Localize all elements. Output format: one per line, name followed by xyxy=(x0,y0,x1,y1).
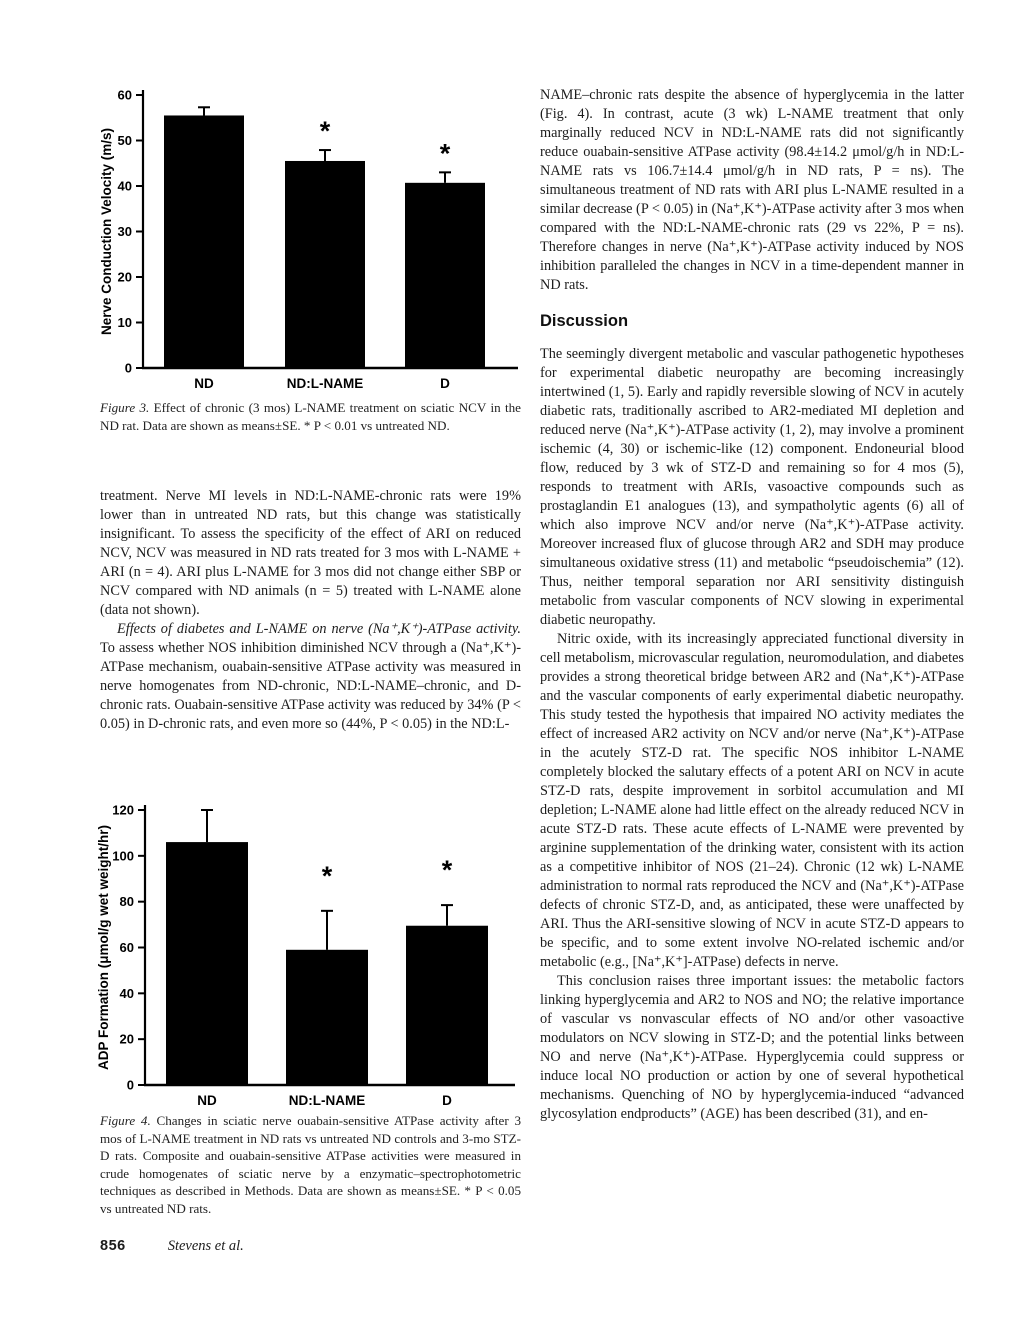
figure4-caption-lead: Figure 4. xyxy=(100,1113,151,1128)
bar-ND xyxy=(166,842,248,1085)
left-paragraph-1: treatment. Nerve MI levels in ND:L-NAME-chronic rats were 19% lower than in untreated ND rats, but this change was statistically insignificant. To assess the specificity of the effect of ARI on reduced NCV, NCV was measured in ND rats treated for 3 mos with L-NAME + ARI (n = 4). ARI plus L-NAME for 3 mos did not change either SBP or NCV compared with ND animals (n = 5) treated with L-NAME alone (data not shown). xyxy=(100,488,521,618)
page-number: 856 xyxy=(100,1238,126,1254)
right-paragraph-2: The seemingly divergent metabolic and vascular pathogenetic hypotheses for experimental diabetic neuropathy are becoming increasingly intertwined (1, 5). Early and rapidly reversible slowing of NCV in acutely diabetic rats, traditionally ascribed to AR2-mediated MI depletion and reduced nerve (Na⁺,K⁺)-ATPase activity (1, 2), may involve a prominent ischemic (4, 30) or ischemic-like (12) component. Endoneurial blood flow, reduced by 3 wk of STZ-D and remaining so for 4 mos (5), responds to treatment with ARIs, vasoactive compounds such as prostaglandin E1 analogues (13), and sympatholytic agents (6) all of which also improve NCV and/or nerve (Na⁺,K⁺)-ATPase activity. Moreover increased flux of glucose through AR2 and SDH may produce simultaneous oxidative stress (11) and metabolic “pseudoischemia” (12). Thus, neither temporal separation nor ARI sensitivity distinguish metabolic from vascular components of NCV slowing in experimental diabetic neuropathy. xyxy=(540,346,964,628)
significance-asterisk: * xyxy=(319,116,331,147)
y-tick-label: 120 xyxy=(112,805,134,818)
y-tick-label: 0 xyxy=(124,360,132,376)
bar-ND:L-NAME xyxy=(286,950,368,1085)
figure3-bar-chart xyxy=(98,85,520,405)
y-tick-label: 20 xyxy=(117,269,132,285)
left-paragraph-2-lead: Effects of diabetes and L-NAME on nerve (Na⁺,K⁺)-ATPase activity. xyxy=(117,621,521,637)
y-tick-label: 20 xyxy=(119,1031,134,1047)
figure3-caption-lead: Figure 3. xyxy=(100,400,150,415)
bar-D xyxy=(405,183,485,368)
left-paragraph-2 xyxy=(100,620,521,734)
y-tick-label: 60 xyxy=(117,87,132,103)
page-footer xyxy=(100,1238,244,1255)
y-tick-label: 60 xyxy=(119,940,134,955)
right-paragraph-1: NAME–chronic rats despite the absence of hyperglycemia in the latter (Fig. 4). In contrast, acute (3 wk) L-NAME treatment that only marginally reduced NCV in ND:L-NAME rats did not significantly reduce ouabain-sensitive ATPase activity (98.4±14.2 μmol/g/h in ND:L-NAME rats vs 106.7±14.4 μmol/g/h in ND rats, P = ns). The simultaneous treatment of ND rats with ARI plus L-NAME resulted in a similar decrease (P < 0.05) in (Na⁺,K⁺)-ATPase activity after 3 mos when compared with the ND:L-NAME-chronic rats (29 vs 22%, P = ns). Therefore changes in nerve (Na⁺,K⁺)-ATPase activity induced by NOS inhibition paralleled the changes in NCV in a time-dependent manner in ND rats. xyxy=(540,87,965,293)
significance-asterisk: * xyxy=(441,855,453,886)
figure3-caption xyxy=(100,399,521,434)
figure4-caption-text: Changes in sciatic nerve ouabain-sensitive ATPase activity after 3 mos of L-NAME treatment in ND rats vs untreated ND controls and 3-mo STZ-D rats. Composite and ouabain-sensitive ATPase activities were measured in crude homogenates of sciatic nerve by a enzymatic–spectrophotometric techniques as described in Methods. Data are shown as means±SE. * P < 0.05 vs untreated ND rats. xyxy=(100,1113,522,1216)
y-tick-label: 10 xyxy=(117,315,132,330)
bar-ND:L-NAME xyxy=(285,161,365,368)
right-paragraph-4: This conclusion raises three important issues: the metabolic factors linking hyperglycemia and AR2 to NOS and NO; the relative importance of vascular vs nonvascular effects of NO and/or other vasoactive modulators on NCV slowing in STZ-D; and the potential links between NO and nerve (Na⁺,K⁺)-ATPase. Hyperglycemia could suppress or induce local NO production or action by one of several hypothetical mechanisms. Quenching of NO by hyperglycemia-induced “advanced glycosylation endproducts” (AGE) has been described (31), and en- xyxy=(540,973,964,1122)
figure4-caption xyxy=(100,1112,521,1218)
y-tick-label: 100 xyxy=(112,848,134,864)
significance-asterisk: * xyxy=(321,860,333,891)
left-paragraph-2-text: To assess whether NOS inhibition diminished NCV through a (Na⁺,K⁺)-ATPase mechanism, ouabain-sensitive ATPase activity was measured in nerve homogenates from ND-chronic, ND:L-NAME–chronic, and D-chronic rats. Ouabain-sensitive ATPase activity was reduced by 34% (P < 0.05) in D-chronic rats, and even more so (44%, P < 0.05) in the ND:L- xyxy=(100,640,521,732)
significance-asterisk: * xyxy=(439,138,451,169)
right-paragraph-3: Nitric oxide, with its increasingly appreciated functional diversity in cell metabolism, microvascular regulation, neuromodulation, and diabetes provides a strong theoretical bridge between AR2 and (Na⁺,K⁺)-ATPase and the vascular components of early experimental diabetic neuropathy. This study tested the hypothesis that impaired NO activity mediates the effect of increased AR2 activity on NCV and/or nerve (Na⁺,K⁺)-ATPase in the acutely STZ-D rat. The specific NOS inhibitor L-NAME completely blocked the salutary effects of a potent ARI on NCV in acute STZ-D rats, despite improvement in sorbitol accumulation and MI depletion; L-NAME alone had little effect on the already reduced NCV in acute STZ-D rats. These acute effects of L-NAME were prevented by arginine supplementation of the drinking water, consistent with its action as a competitive inhibitor of NOS (21–24). Chronic (12 wk) L-NAME administration to normal rats reproduced the NCV and (Na⁺,K⁺)-ATPase defects of chronic STZ-D, and, as anticipated, these were unaffected by ARI. Thus the ARI-sensitive slowing of NCV in acute STZ-D appears to be specific, and to some extent involve NO-related ischemic and/or metabolic (e.g., [Na⁺,K⁺]-ATPase) defects in nerve. xyxy=(540,631,964,970)
x-category-label: D xyxy=(440,376,450,391)
y-tick-label: 30 xyxy=(117,224,132,239)
y-axis-label: Nerve Conduction Velocity (m/s) xyxy=(99,127,114,336)
y-axis-label: ADP Formation (μmol/g wet weight/hr) xyxy=(96,824,111,1071)
discussion-heading: Discussion xyxy=(540,312,629,330)
x-category-label: ND:L-NAME xyxy=(288,1093,366,1108)
figure3-caption-text: Effect of chronic (3 mos) L-NAME treatment on sciatic NCV in the ND rat. Data are shown as means±SE. * P < 0.01 vs untreated ND. xyxy=(100,400,521,433)
running-authors: Stevens et al. xyxy=(167,1238,244,1254)
y-tick-label: 50 xyxy=(117,133,132,148)
bar-ND xyxy=(164,115,244,368)
x-category-label: ND xyxy=(197,1093,217,1108)
y-tick-label: 80 xyxy=(119,894,134,910)
right-column-body xyxy=(540,86,964,1124)
figure4-bar-chart xyxy=(95,805,520,1115)
x-category-label: ND:L-NAME xyxy=(286,376,364,391)
y-tick-label: 40 xyxy=(117,178,132,194)
y-tick-label: 40 xyxy=(119,985,134,1001)
x-category-label: D xyxy=(442,1093,452,1108)
left-column-body xyxy=(100,487,521,734)
bar-D xyxy=(406,926,488,1085)
x-category-label: ND xyxy=(194,376,214,391)
y-tick-label: 0 xyxy=(126,1077,134,1093)
